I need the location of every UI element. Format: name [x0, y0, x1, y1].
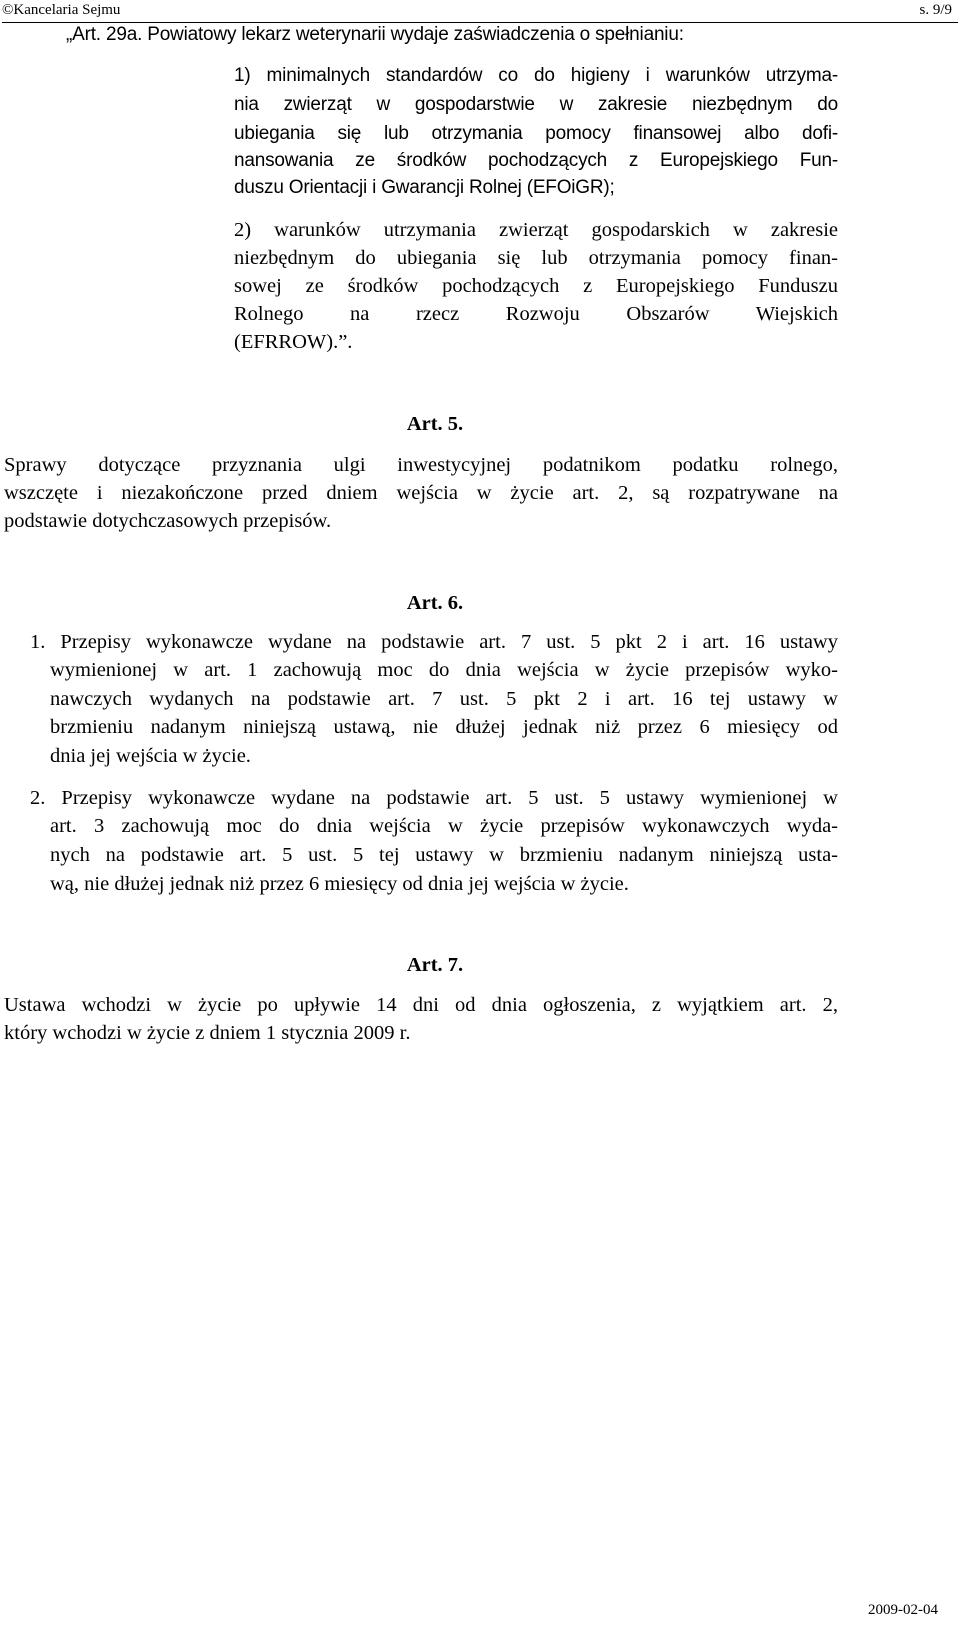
art29a-item1-line: nansowania ze środków pochodzących z Europejskiego Fun- — [234, 150, 838, 171]
art7-line: Ustawa wchodzi w życie po upływie 14 dni od dnia ogłoszenia, z wyjątkiem art. 2, — [4, 994, 838, 1016]
art29a-item1-line: duszu Orientacji i Gwarancji Rolnej (EFOiGR); — [234, 177, 615, 198]
art29a-item2-line: sowej ze środków pochodzących z Europejskiego Funduszu — [234, 275, 838, 297]
art29a-item2-line: niezbędnym do ubiegania się lub otrzymania pomocy finan- — [234, 247, 838, 269]
art6-par1-line: 1. Przepisy wykonawcze wydane na podstawie art. 7 ust. 5 pkt 2 i art. 16 ustawy — [30, 631, 838, 653]
art7-line: który wchodzi w życie z dniem 1 stycznia 2009 r. — [4, 1022, 411, 1044]
art29a-item1-line: ubiegania się lub otrzymania pomocy finansowej albo dofi- — [234, 123, 838, 144]
art6-par1-line: nawczych wydanych na podstawie art. 7 ust. 5 pkt 2 i art. 16 tej ustawy w — [50, 688, 838, 710]
art29a-item2-line: 2) warunków utrzymania zwierząt gospodarskich w zakresie — [234, 219, 838, 241]
art6-par1-line: brzmieniu nadanym niniejszą ustawą, nie dłużej jednak niż przez 6 miesięcy od — [50, 716, 838, 738]
art6-par1-line: dnia jej wejścia w życie. — [50, 745, 251, 767]
art5-line: Sprawy dotyczące przyznania ulgi inwestycyjnej podatnikom podatku rolnego, — [4, 454, 838, 476]
art7-heading: Art. 7. — [406, 954, 464, 976]
art6-heading: Art. 6. — [406, 592, 464, 614]
header-source: ©Kancelaria Sejmu — [2, 2, 121, 18]
art29a-intro: „Art. 29a. Powiatowy lekarz weterynarii wydaje zaświadczenia o spełnianiu: — [66, 24, 684, 45]
art29a-item2-line: (EFRROW).”. — [234, 331, 353, 353]
art6-par2-line: art. 3 zachowują moc do dnia wejścia w życie przepisów wykonawczych wyda- — [50, 815, 838, 837]
art29a-item1-line: nia zwierząt w gospodarstwie w zakresie niezbędnym do — [234, 94, 838, 115]
art6-par2-line: nych na podstawie art. 5 ust. 5 tej ustawy w brzmieniu nadanym niniejszą usta- — [50, 844, 838, 866]
art29a-item2-line: Rolnego na rzecz Rozwoju Obszarów Wiejskich — [234, 303, 838, 325]
art6-par2-line: 2. Przepisy wykonawcze wydane na podstawie art. 5 ust. 5 ustawy wymienionej w — [30, 787, 838, 809]
footer-date: 2009-02-04 — [868, 1602, 938, 1618]
art6-par2-line: wą, nie dłużej jednak niż przez 6 miesięcy od dnia jej wejścia w życie. — [50, 873, 629, 895]
page-number: s. 9/9 — [919, 2, 952, 18]
art29a-item1-line: 1) minimalnych standardów co do higieny i warunków utrzyma- — [234, 65, 838, 86]
art5-line: wszczęte i niezakończone przed dniem wejścia w życie art. 2, są rozpatrywane na — [4, 482, 838, 504]
art6-par1-line: wymienionej w art. 1 zachowują moc do dnia wejścia w życie przepisów wyko- — [50, 659, 838, 681]
art5-heading: Art. 5. — [406, 413, 464, 435]
art5-line: podstawie dotychczasowych przepisów. — [4, 510, 332, 532]
